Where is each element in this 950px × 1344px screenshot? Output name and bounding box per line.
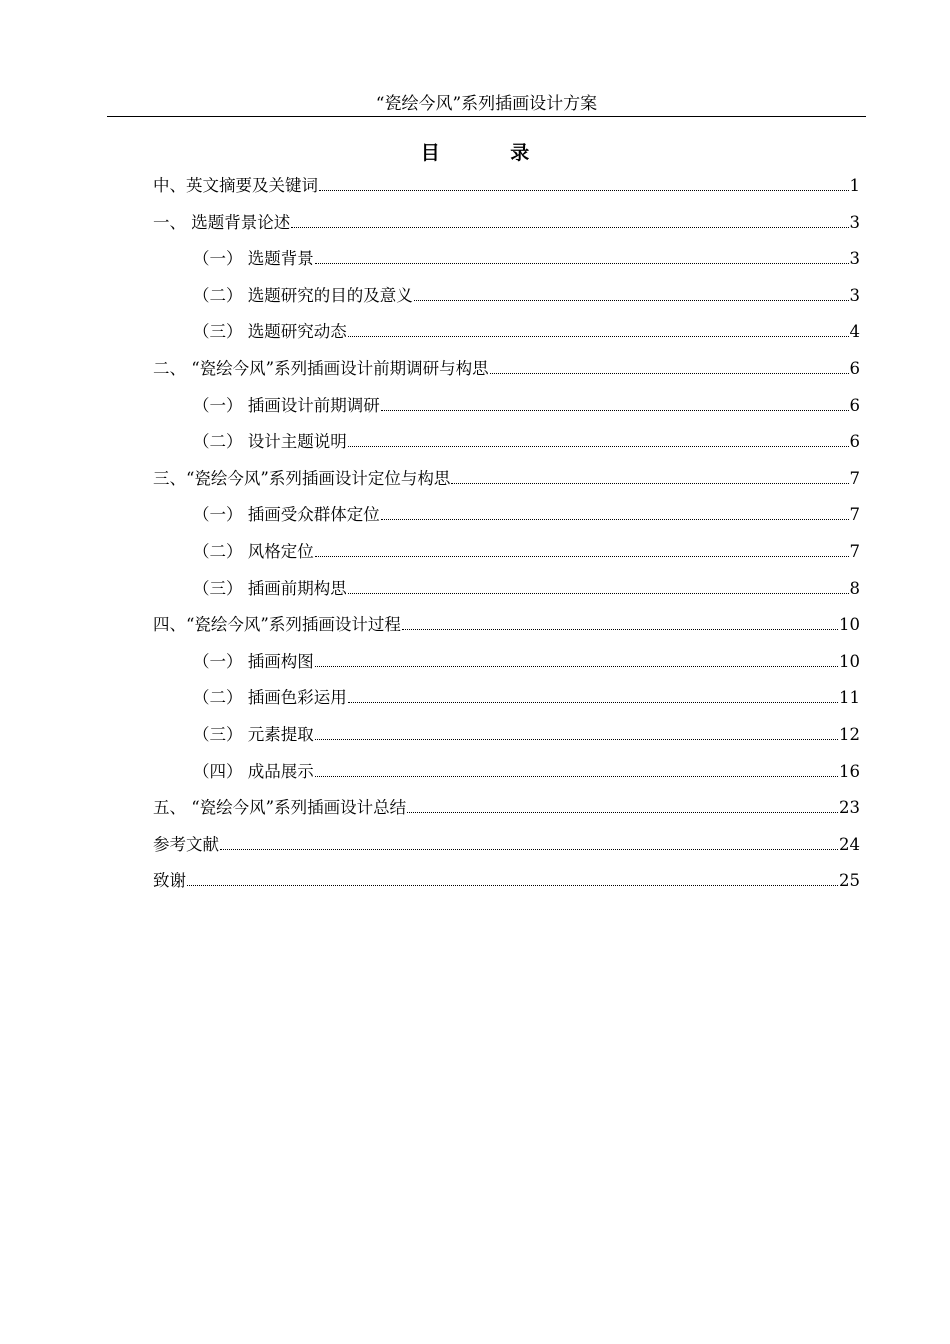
toc-entry-label: （二） 选题研究的目的及意义 <box>193 285 413 305</box>
toc-entry-label: 三、“瓷绘今风”系列插画设计定位与构思 <box>153 468 451 488</box>
toc-dot-leader <box>315 666 838 667</box>
toc-dot-leader <box>490 373 849 374</box>
toc-entry-label: 四、“瓷绘今风”系列插画设计过程 <box>153 615 401 635</box>
toc-entry-page-number: 7 <box>849 468 860 488</box>
toc-entry[interactable] <box>153 723 860 760</box>
toc-dot-leader <box>348 336 849 337</box>
toc-entry-page-number: 3 <box>849 212 860 232</box>
toc-entry[interactable] <box>153 320 860 357</box>
toc-entry[interactable] <box>153 650 860 687</box>
toc-dot-leader <box>414 300 849 301</box>
toc-entry-label: 二、 “瓷绘今风”系列插画设计前期调研与构思 <box>153 358 489 378</box>
toc-dot-leader <box>315 263 849 264</box>
toc-entry-label: 五、 “瓷绘今风”系列插画设计总结 <box>153 798 407 818</box>
toc-dot-leader <box>381 410 849 411</box>
toc-dot-leader <box>348 702 838 703</box>
toc-entry-label: （一） 插画受众群体定位 <box>193 505 380 525</box>
toc-dot-leader <box>407 812 838 813</box>
toc-entry-label: （二） 风格定位 <box>193 541 314 561</box>
toc-entry-page-number: 11 <box>839 688 860 708</box>
toc-entry-page-number: 8 <box>849 578 860 598</box>
toc-entry-label: （三） 插画前期构思 <box>193 578 347 598</box>
toc-entry[interactable] <box>153 540 860 577</box>
toc-entry[interactable] <box>153 833 860 870</box>
toc-entry-label: （一） 插画设计前期调研 <box>193 395 380 415</box>
toc-entry[interactable] <box>153 174 860 211</box>
toc-entry-page-number: 23 <box>839 798 860 818</box>
toc-dot-leader <box>220 849 838 850</box>
toc-entry[interactable] <box>153 796 860 833</box>
toc-entry-page-number: 6 <box>849 432 860 452</box>
toc-dot-leader <box>315 739 838 740</box>
toc-entry[interactable] <box>153 357 860 394</box>
toc-entry-page-number: 25 <box>839 871 860 891</box>
toc-entry[interactable] <box>153 247 860 284</box>
toc-entry-label: （四） 成品展示 <box>193 761 314 781</box>
toc-entry-label: （一） 插画构图 <box>193 651 314 671</box>
toc-dot-leader <box>348 446 849 447</box>
toc-entry-label: 一、 选题背景论述 <box>153 212 291 232</box>
toc-dot-leader <box>291 227 848 228</box>
toc-entry[interactable] <box>153 430 860 467</box>
toc-dot-leader <box>315 556 849 557</box>
toc-entry-page-number: 7 <box>849 541 860 561</box>
toc-entry-label: 参考文献 <box>153 834 219 854</box>
toc-entry-page-number: 3 <box>849 249 860 269</box>
toc-entry-page-number: 6 <box>849 358 860 378</box>
toc-entry-page-number: 24 <box>839 834 860 854</box>
toc-entry-label: （三） 选题研究动态 <box>193 322 347 342</box>
toc-entry[interactable] <box>153 869 860 906</box>
toc-title: 目 录 <box>420 142 562 164</box>
toc-entry-page-number: 12 <box>839 724 860 744</box>
toc-entry-page-number: 1 <box>849 176 860 195</box>
toc-entry-label: （三） 元素提取 <box>193 724 314 744</box>
toc-entry-page-number: 10 <box>839 651 860 671</box>
toc-entry[interactable] <box>153 613 860 650</box>
page-header <box>107 92 866 117</box>
toc-entry[interactable] <box>153 577 860 614</box>
toc-dot-leader <box>187 885 838 886</box>
toc-entry[interactable] <box>153 467 860 504</box>
toc-dot-leader <box>451 483 848 484</box>
toc-entry-label: （二） 设计主题说明 <box>193 432 347 452</box>
toc-entry-page-number: 3 <box>849 285 860 305</box>
toc-entry-page-number: 4 <box>849 322 860 342</box>
toc-dot-leader <box>381 519 849 520</box>
toc-entry[interactable] <box>153 211 860 248</box>
toc-dot-leader <box>319 190 849 191</box>
header-title: “瓷绘今风”系列插画设计方案 <box>375 94 598 114</box>
toc-entry-page-number: 6 <box>849 395 860 415</box>
toc-dot-leader <box>315 776 838 777</box>
toc-entry[interactable] <box>153 503 860 540</box>
toc-entry-page-number: 7 <box>849 505 860 525</box>
toc-entry-label: （一） 选题背景 <box>193 249 314 269</box>
toc-entry-label: 致谢 <box>153 871 186 891</box>
toc-entry-page-number: 10 <box>839 615 860 635</box>
table-of-contents <box>153 174 860 906</box>
toc-entry[interactable] <box>153 686 860 723</box>
toc-dot-leader <box>402 629 838 630</box>
toc-entry-label: 中、英文摘要及关键词 <box>153 176 318 195</box>
toc-entry[interactable] <box>153 284 860 321</box>
toc-entry[interactable] <box>153 394 860 431</box>
toc-entry-label: （二） 插画色彩运用 <box>193 688 347 708</box>
toc-entry-page-number: 16 <box>839 761 860 781</box>
toc-dot-leader <box>348 593 849 594</box>
toc-entry[interactable] <box>153 760 860 797</box>
